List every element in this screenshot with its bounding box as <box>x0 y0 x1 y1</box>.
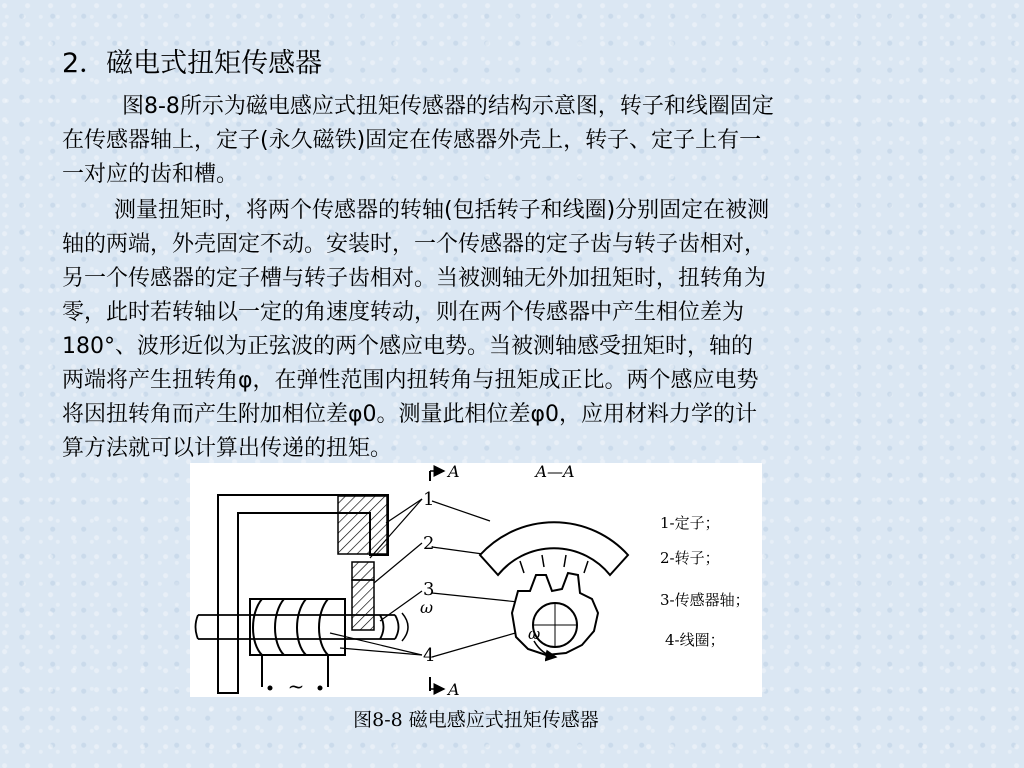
paragraph-line: 图8-8所示为磁电感应式扭矩传感器的结构示意图，转子和线圈固定 <box>122 94 774 119</box>
paragraph-line: 测量扭矩时，将两个传感器的转轴(包括转子和线圈)分别固定在被测 <box>114 198 770 223</box>
paragraph-line: 算方法就可以计算出传递的扭矩。 <box>62 436 393 461</box>
sensor-diagram <box>190 463 762 697</box>
paragraph-line: 轴的两端，外壳固定不动。安装时，一个传感器的定子齿与转子齿相对， <box>62 232 767 257</box>
figure-caption: 图8-8 磁电感应式扭矩传感器 <box>353 709 599 731</box>
paragraph-line: 180°、波形近似为正弦波的两个感应电势。当被测轴感受扭矩时，轴的 <box>62 334 753 359</box>
rotor-teeth <box>352 562 374 630</box>
section-marker-bottom <box>430 677 460 697</box>
rotation-arrow <box>402 613 408 641</box>
paragraph-measurement <box>62 194 962 466</box>
section-label-top: A <box>448 463 460 481</box>
paragraph-line: 另一个传感器的定子槽与转子齿相对。当被测轴无外加扭矩时，扭转角为 <box>62 266 767 291</box>
stator-hatch <box>338 496 387 554</box>
paragraph-line: 在传感器轴上，定子(永久磁铁)固定在传感器外壳上，转子、定子上有一 <box>62 128 762 153</box>
ac-symbol: ~ <box>287 674 305 697</box>
sensor-diagram-svg <box>190 463 762 697</box>
callout-2: 2 <box>423 533 435 554</box>
section-view-title: A—A <box>535 463 575 481</box>
terminal-dot <box>318 686 323 691</box>
callout-1: 1 <box>423 489 435 510</box>
terminal-dot <box>268 686 273 691</box>
paragraph-line: 两端将产生扭转角φ，在弹性范围内扭转角与扭矩成正比。两个感应电势 <box>62 368 759 393</box>
paragraph-structure <box>62 90 962 192</box>
callout-3: 3 <box>423 579 435 600</box>
legend-item-coil: 4-线圈； <box>665 631 725 649</box>
legend-item-shaft: 3-传感器轴； <box>660 591 750 609</box>
stator-arc <box>480 522 628 575</box>
section-heading: 2．磁电式扭矩传感器 <box>62 48 323 79</box>
paragraph-line: 零，此时若转轴以一定的角速度转动，则在两个传感器中产生相位差为 <box>62 300 745 325</box>
paragraph-line: 一对应的齿和槽。 <box>62 162 239 187</box>
omega-label-left: ω <box>420 598 434 617</box>
paragraph-line: 将因扭转角而产生附加相位差φ0。测量此相位差φ0，应用材料力学的计 <box>62 402 758 427</box>
legend-item-rotor: 2-转子； <box>660 549 720 567</box>
section-marker-top <box>430 463 460 481</box>
omega-label-section: ω <box>528 625 541 643</box>
section-label-bottom: A <box>448 680 460 697</box>
legend-item-stator: 1-定子； <box>660 514 720 532</box>
callout-4: 4 <box>423 645 435 666</box>
